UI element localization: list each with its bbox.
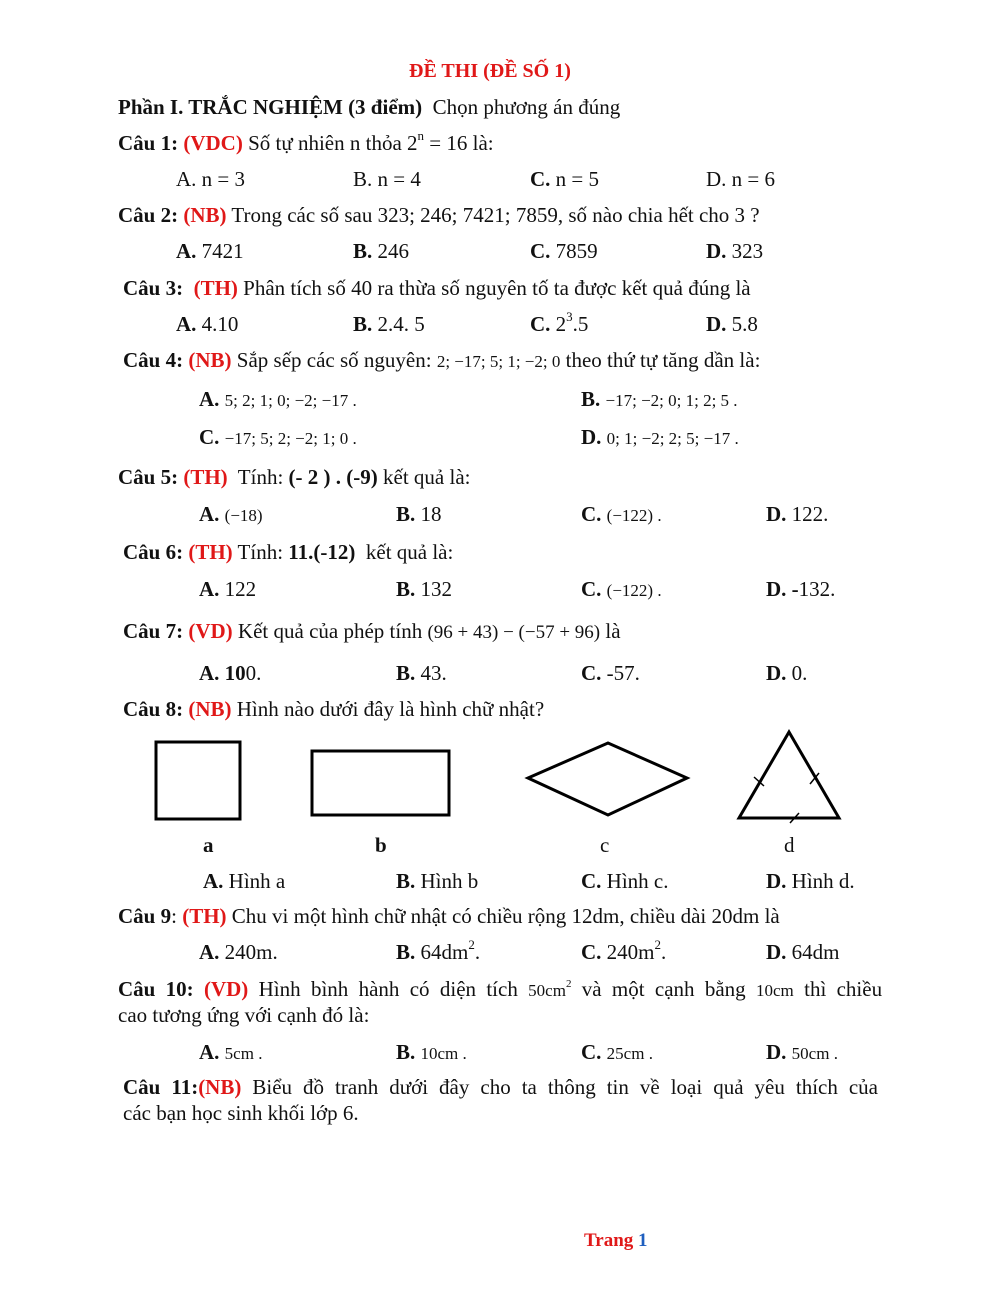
option-text: 25cm . <box>606 1044 653 1063</box>
option-key: D. <box>766 869 787 893</box>
figure-label-a: a <box>203 833 214 857</box>
question-text: Kết quả của phép tính <box>237 619 423 643</box>
option-b[interactable] <box>353 311 425 337</box>
question-text-end: là <box>605 619 621 643</box>
question-label: Câu 4: <box>123 348 184 372</box>
option-text: 64dm <box>786 940 840 964</box>
question-2 <box>118 202 760 228</box>
option-key: A. <box>176 239 197 263</box>
question-label: Câu 6: <box>123 540 184 564</box>
option-key: B. <box>396 869 416 893</box>
exponent: 2 <box>468 937 475 952</box>
question-text-end: thì chiều <box>804 977 883 1001</box>
option-b[interactable] <box>396 576 452 602</box>
rhombus-shape <box>528 743 687 815</box>
area-value <box>528 978 572 1000</box>
question-5 <box>118 464 470 490</box>
option-d[interactable]: D. n = 6 <box>706 167 776 191</box>
option-d[interactable] <box>766 660 807 686</box>
option-text: 4.10 <box>196 312 239 336</box>
question-text: Tính: <box>237 465 284 489</box>
option-text: 43. <box>415 661 447 685</box>
part1-heading: Phần I. TRẮC NGHIỆM (3 điểm) <box>118 95 423 119</box>
option-a[interactable] <box>203 868 285 894</box>
area-text: 50cm <box>528 981 566 1000</box>
option-a[interactable] <box>176 311 238 337</box>
option-key: C. <box>581 940 602 964</box>
question-level: (TH) <box>183 465 228 489</box>
question-8 <box>123 696 544 722</box>
option-text: -57. <box>601 661 640 685</box>
side-value: 10cm <box>756 981 794 1000</box>
option-key: D. <box>766 661 787 685</box>
footer-word: Trang <box>584 1230 634 1251</box>
square-shape <box>156 742 240 819</box>
question-level: (VD) <box>203 977 249 1001</box>
option-key: D. <box>581 425 602 449</box>
option-key: C. <box>530 312 551 336</box>
question-level: (TH) <box>193 276 238 300</box>
option-a[interactable] <box>199 1039 262 1067</box>
option-c[interactable] <box>581 576 662 604</box>
option-text: 122 <box>219 577 257 601</box>
option-text: 2.4. 5 <box>372 312 425 336</box>
option-text: n = 5 <box>550 167 600 191</box>
question-11 <box>123 1074 878 1100</box>
question-3 <box>123 275 751 301</box>
question-label: Câu 1: <box>118 131 179 155</box>
option-key: B. <box>353 312 373 336</box>
exponent: 2 <box>565 978 572 991</box>
option-text: 10cm . <box>420 1044 467 1063</box>
option-d[interactable] <box>706 311 758 337</box>
option-text: Hình d. <box>786 869 855 893</box>
option-text: 5; 2; 1; 0; −2; −17 . <box>224 391 357 410</box>
question-label: Câu 7: <box>123 619 184 643</box>
option-c[interactable] <box>581 868 669 894</box>
option-b[interactable] <box>396 660 447 686</box>
question-label: Câu 5: <box>118 465 179 489</box>
option-key: D. <box>706 239 727 263</box>
expression: (96 + 43) − (−57 + 96) <box>427 622 601 643</box>
question-text-end: kết quả là: <box>365 540 454 564</box>
exponent: 2 <box>654 937 662 952</box>
option-key: D. <box>766 502 787 526</box>
question-text: Số tự nhiên n thỏa 2 <box>248 131 418 155</box>
option-key: D. <box>766 1040 787 1064</box>
option-a[interactable] <box>199 939 278 965</box>
option-key: B. <box>396 661 416 685</box>
option-c[interactable] <box>581 1039 653 1067</box>
option-a[interactable] <box>176 238 244 264</box>
option-key: B. <box>396 577 416 601</box>
question-9 <box>118 903 780 929</box>
option-d[interactable] <box>766 1039 838 1067</box>
option-text: 240m. <box>219 940 278 964</box>
option-d[interactable] <box>766 939 840 965</box>
shapes-figure <box>0 720 1000 830</box>
option-key: B. <box>396 940 416 964</box>
option-key: B. <box>581 387 601 411</box>
question-6 <box>123 539 453 565</box>
question-text: Hình bình hành có diện tích <box>258 977 518 1001</box>
option-key: A. <box>199 940 220 964</box>
option-text: 0. <box>245 661 262 685</box>
option-key: A. <box>176 312 197 336</box>
option-key: C. <box>581 502 602 526</box>
option-key: B. <box>353 239 373 263</box>
option-text: 323 <box>726 239 764 263</box>
option-c[interactable] <box>530 166 599 192</box>
rectangle-shape <box>312 751 449 815</box>
question-label: Câu 8: <box>123 697 184 721</box>
option-b[interactable]: B. n = 4 <box>353 167 421 191</box>
question-text: Hình nào dưới đây là hình chữ nhật? <box>236 697 545 721</box>
figure-label-c: c <box>600 833 610 857</box>
page-footer <box>584 1228 648 1254</box>
option-a[interactable] <box>199 576 256 602</box>
option-text: 5.8 <box>726 312 758 336</box>
question-text: Phân tích số 40 ra thừa số nguyên tố ta được kết quả đúng là <box>243 276 751 300</box>
page-number: 1 <box>638 1230 648 1251</box>
option-text: 0. <box>786 661 808 685</box>
option-text: Hình b <box>415 869 479 893</box>
option-a[interactable] <box>199 386 357 414</box>
option-text-end: . <box>661 940 667 964</box>
option-key: A. <box>199 577 220 601</box>
option-text: (−122) . <box>606 506 662 525</box>
option-b[interactable] <box>396 868 478 894</box>
option-c[interactable] <box>199 424 357 452</box>
option-key: D. <box>706 312 727 336</box>
option-key: C. <box>199 425 220 449</box>
option-key: D. - <box>766 577 799 601</box>
part1-heading-line <box>118 94 620 120</box>
question-4 <box>123 347 760 375</box>
triangle-shape <box>739 732 839 818</box>
option-key: C. <box>581 869 602 893</box>
option-key: C. <box>581 577 602 601</box>
option-text: 64dm <box>415 940 469 964</box>
question-level: (NB) <box>188 697 232 721</box>
option-key: A. 10 <box>199 661 246 685</box>
question-text-end: = 16 là: <box>424 131 494 155</box>
option-key: C. <box>530 167 551 191</box>
option-d[interactable] <box>706 238 763 264</box>
option-b[interactable] <box>396 501 442 527</box>
option-b[interactable] <box>581 386 738 414</box>
option-key: C. <box>530 239 551 263</box>
option-text: 240m <box>601 940 655 964</box>
option-text: 0; 1; −2; 2; 5; −17 . <box>606 429 739 448</box>
option-key: B. <box>396 1040 416 1064</box>
option-text-end: .5 <box>572 312 589 336</box>
option-text: 50cm . <box>791 1044 838 1063</box>
option-c[interactable] <box>581 660 640 686</box>
option-text: 132 <box>415 577 453 601</box>
option-key: A. <box>199 1040 220 1064</box>
option-c[interactable] <box>530 238 598 264</box>
option-text: Hình c. <box>601 869 669 893</box>
question-level: (TH) <box>182 904 227 928</box>
option-text-end: . <box>474 940 481 964</box>
question-level: (VD) <box>188 619 233 643</box>
exam-title: ĐỀ THI (ĐỀ SỐ 1) <box>409 60 571 82</box>
question-text-end: kết quả là: <box>383 465 471 489</box>
question-text: Biểu đồ tranh dưới đây cho ta thông tin về loại quả yêu thích của <box>252 1075 878 1099</box>
option-text: (−18) <box>224 506 263 525</box>
option-text: (−122) . <box>606 581 662 600</box>
question-label: Câu 3: <box>123 276 184 300</box>
option-text: 7859 <box>550 239 598 263</box>
question-level: (VDC) <box>183 131 243 155</box>
option-a[interactable] <box>199 660 261 686</box>
option-key: B. <box>396 502 416 526</box>
option-b[interactable] <box>353 238 409 264</box>
exponent: 3 <box>566 309 573 324</box>
question-text: Trong các số sau 323; 246; 7421; 7859, số nào chia hết cho 3 ? <box>231 203 760 227</box>
question-level: (TH) <box>188 540 233 564</box>
question-label: Câu 10: <box>118 977 194 1001</box>
option-text: 7421 <box>196 239 244 263</box>
number-list: 2; −17; 5; 1; −2; 0 <box>436 352 561 371</box>
option-key: A. <box>199 502 220 526</box>
option-text: −17; 5; 2; −2; 1; 0 . <box>224 429 357 448</box>
question-level: (NB) <box>198 1075 242 1099</box>
expression: 11.(-12) <box>288 540 356 564</box>
option-b[interactable] <box>396 1039 467 1067</box>
option-text: Hình a <box>223 869 286 893</box>
option-d[interactable] <box>581 424 739 452</box>
question-7 <box>123 618 621 646</box>
option-text: 122. <box>786 502 829 526</box>
label-colon: : <box>171 904 177 928</box>
option-text: 246 <box>372 239 410 263</box>
option-text: −17; −2; 0; 1; 2; 5 . <box>605 391 738 410</box>
option-key: C. <box>581 661 602 685</box>
exponent: n <box>417 128 425 143</box>
option-key: A. <box>199 387 220 411</box>
question-1 <box>118 130 494 156</box>
option-text: 5cm . <box>224 1044 263 1063</box>
question-level: (NB) <box>183 203 227 227</box>
question-10 <box>118 976 882 1004</box>
option-a[interactable] <box>199 501 263 529</box>
option-text: 132. <box>798 577 836 601</box>
option-d[interactable] <box>766 868 855 894</box>
option-d[interactable] <box>766 501 828 527</box>
question-text: Tính: <box>237 540 284 564</box>
option-text: 18 <box>415 502 442 526</box>
option-key: C. <box>581 1040 602 1064</box>
option-c[interactable] <box>530 311 588 337</box>
option-key: A. <box>203 869 224 893</box>
option-key: D. <box>766 940 787 964</box>
option-text: 2 <box>550 312 567 336</box>
expression: (- 2 ) . (-9) <box>288 465 378 489</box>
question-label: Câu 2: <box>118 203 179 227</box>
option-b[interactable] <box>396 939 480 965</box>
question-11-line-2: các bạn học sinh khối lớp 6. <box>123 1101 359 1125</box>
question-text: Sắp sếp các số nguyên: <box>236 348 432 372</box>
figure-label-b: b <box>375 833 387 857</box>
part1-instruction: Chọn phương án đúng <box>432 95 621 119</box>
question-text-mid: và một cạnh bằng <box>581 977 746 1001</box>
option-d[interactable] <box>766 576 835 602</box>
question-label: Câu 9 <box>118 904 172 928</box>
question-text-end: theo thứ tự tăng dần là: <box>565 348 761 372</box>
question-text: Chu vi một hình chữ nhật có chiều rộng 12dm, chiều dài 20dm là <box>231 904 780 928</box>
figure-label-d: d <box>784 833 795 857</box>
option-c[interactable] <box>581 939 666 965</box>
option-a[interactable]: A. n = 3 <box>176 167 246 191</box>
question-level: (NB) <box>188 348 232 372</box>
question-10-line-2: cao tương ứng với cạnh đó là: <box>118 1003 370 1027</box>
question-label: Câu 11: <box>123 1075 199 1099</box>
option-c[interactable] <box>581 501 662 529</box>
